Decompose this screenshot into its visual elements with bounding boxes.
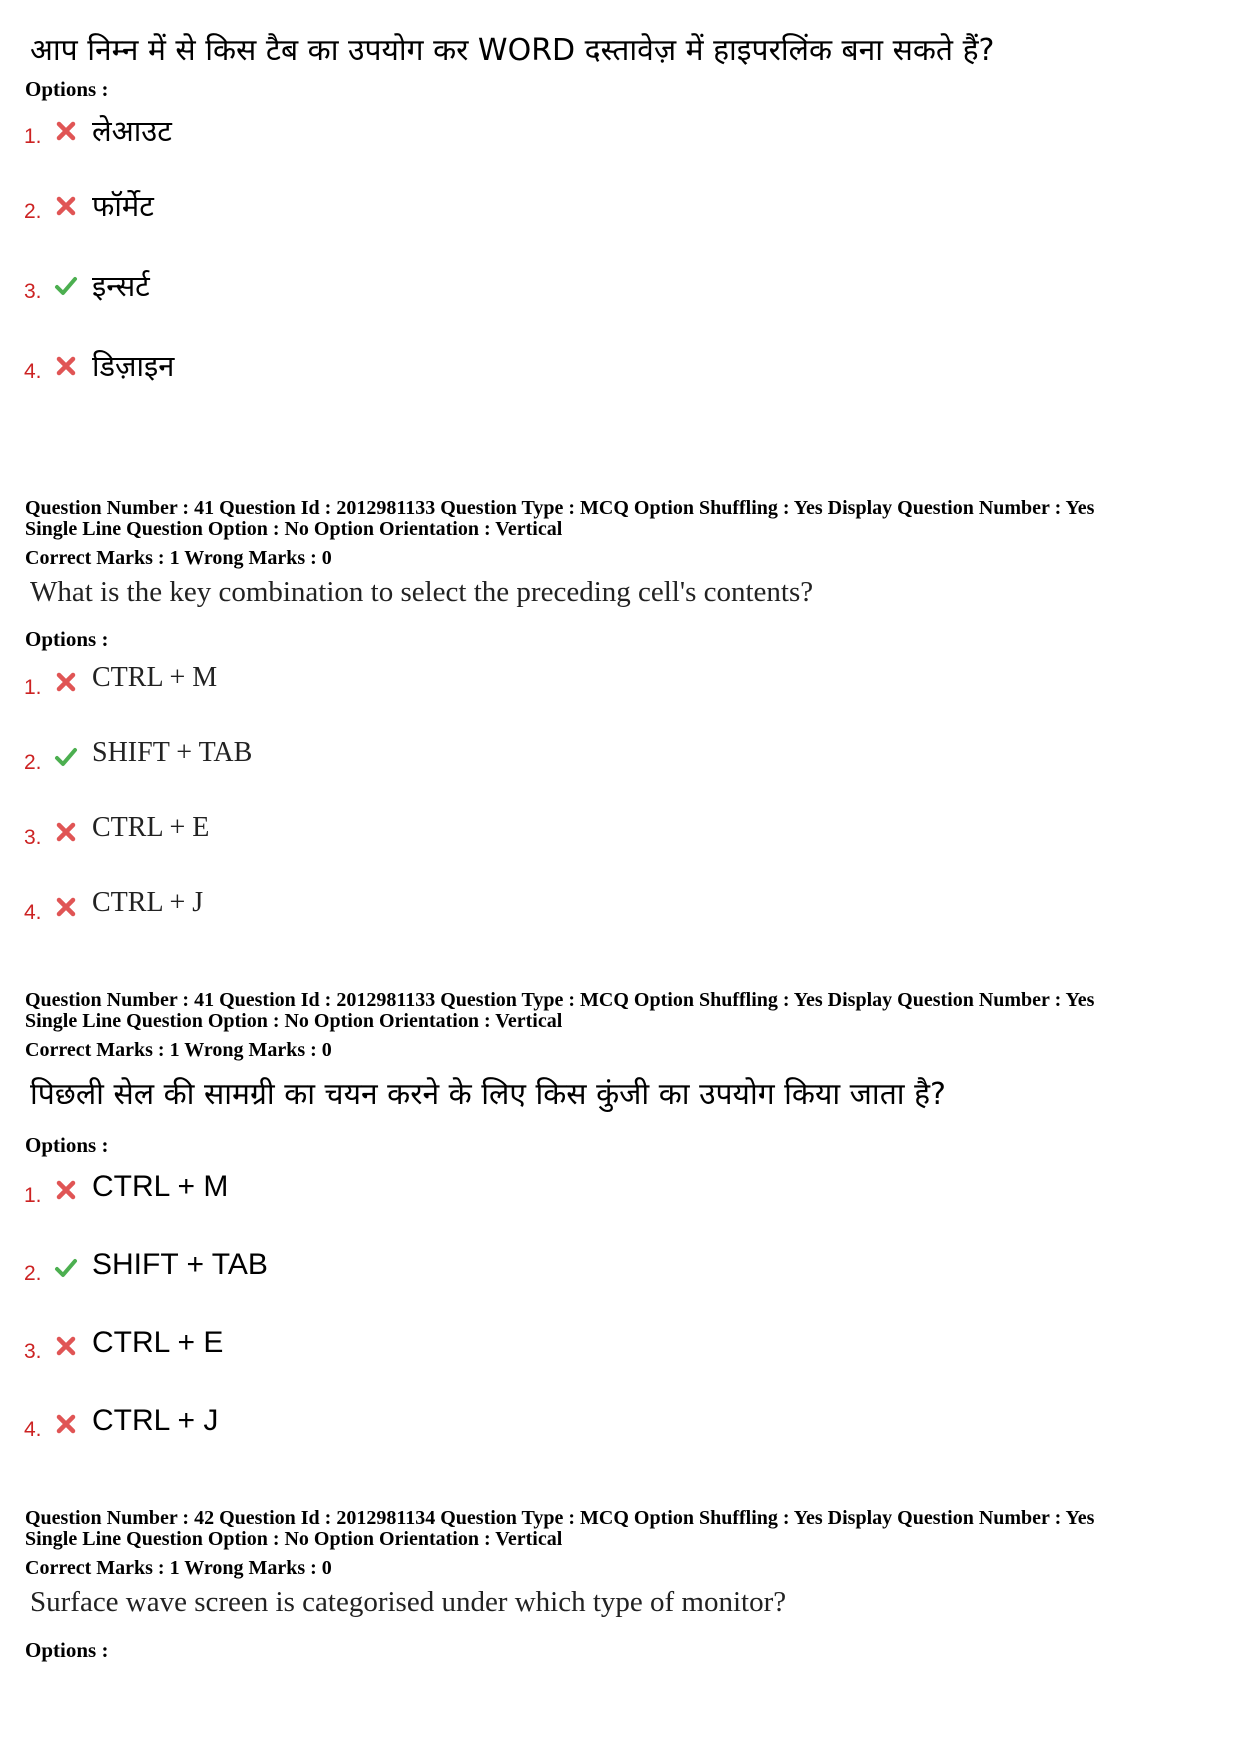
question-meta-line: Single Line Question Option : No Option Orientation : Vertical (25, 1528, 563, 1550)
check-icon (54, 745, 78, 769)
option-text: SHIFT + TAB (92, 737, 253, 768)
option-item (24, 1404, 624, 1448)
question-meta-line: Question Number : 42 Question Id : 2012981134 Question Type : MCQ Option Shuffling : Yes Display Question Number : Yes (25, 1507, 1095, 1529)
question-text: What is the key combination to select the preceding cell's contents? (30, 576, 814, 608)
cross-icon (54, 670, 78, 694)
option-text: CTRL + E (92, 1326, 224, 1359)
question-meta-line: Question Number : 41 Question Id : 2012981133 Question Type : MCQ Option Shuffling : Yes Display Question Number : Yes (25, 497, 1095, 519)
cross-icon (54, 895, 78, 919)
options-label: Options : (25, 77, 109, 101)
question-meta-line: Single Line Question Option : No Option Orientation : Vertical (25, 1010, 563, 1032)
question-meta-line: Single Line Question Option : No Option Orientation : Vertical (25, 518, 563, 540)
option-text: CTRL + J (92, 1404, 219, 1437)
option-number: 3. (24, 280, 42, 303)
option-text: CTRL + M (92, 662, 218, 693)
check-icon (54, 274, 78, 298)
option-number: 3. (24, 1340, 42, 1363)
option-number: 2. (24, 200, 42, 223)
option-number: 2. (24, 751, 42, 774)
option-text: इन्सर्ट (92, 269, 150, 303)
cross-icon (54, 194, 78, 218)
question-meta (25, 990, 1094, 1032)
option-item (24, 190, 624, 230)
question-text: आप निम्न में से किस टैब का उपयोग कर WORD दस्तावेज़ में हाइपरलिंक बना सकते हैं? (30, 33, 995, 68)
option-text: CTRL + J (92, 887, 204, 918)
option-number: 1. (24, 125, 42, 148)
option-item (24, 270, 624, 310)
option-item (24, 350, 624, 390)
question-meta (25, 498, 1094, 540)
option-number: 3. (24, 826, 42, 849)
question-text: पिछली सेल की सामग्री का चयन करने के लिए किस कुंजी का उपयोग किया जाता है? (30, 1077, 946, 1112)
question-marks: Correct Marks : 1 Wrong Marks : 0 (25, 1039, 332, 1061)
question-meta-line: Question Number : 41 Question Id : 2012981133 Question Type : MCQ Option Shuffling : Yes Display Question Number : Yes (25, 989, 1095, 1011)
question-text: Surface wave screen is categorised under which type of monitor? (30, 1586, 787, 1618)
option-number: 1. (24, 1184, 42, 1207)
options-label: Options : (25, 627, 109, 651)
option-text: CTRL + E (92, 812, 210, 843)
option-item (24, 662, 624, 706)
option-number: 1. (24, 676, 42, 699)
option-item (24, 1170, 624, 1214)
option-text: SHIFT + TAB (92, 1248, 268, 1281)
cross-icon (54, 354, 78, 378)
option-text: CTRL + M (92, 1170, 229, 1203)
question-marks: Correct Marks : 1 Wrong Marks : 0 (25, 547, 332, 569)
option-number: 4. (24, 901, 42, 924)
options-label: Options : (25, 1638, 109, 1662)
cross-icon (54, 1412, 78, 1436)
option-number: 2. (24, 1262, 42, 1285)
option-text: फॉर्मेट (92, 189, 154, 223)
check-icon (54, 1256, 78, 1280)
cross-icon (54, 119, 78, 143)
option-text: डिज़ाइन (92, 349, 175, 383)
option-number: 4. (24, 360, 42, 383)
option-number: 4. (24, 1418, 42, 1441)
cross-icon (54, 820, 78, 844)
option-item (24, 737, 624, 781)
question-meta (25, 1508, 1094, 1550)
options-label: Options : (25, 1133, 109, 1157)
option-item (24, 812, 624, 856)
cross-icon (54, 1178, 78, 1202)
cross-icon (54, 1334, 78, 1358)
question-marks: Correct Marks : 1 Wrong Marks : 0 (25, 1557, 332, 1579)
option-item (24, 887, 624, 931)
option-item (24, 1326, 624, 1370)
option-item (24, 115, 624, 155)
option-item (24, 1248, 624, 1292)
option-text: लेआउट (92, 114, 172, 148)
